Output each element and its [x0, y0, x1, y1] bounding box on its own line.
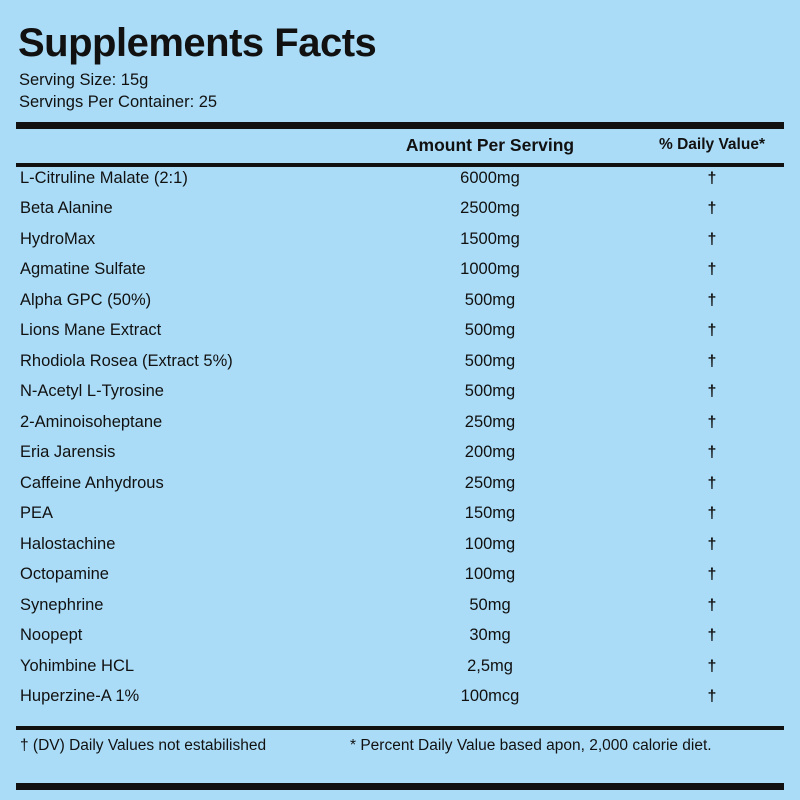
- ingredient-daily-value: †: [707, 352, 717, 370]
- ingredient-daily-value: †: [707, 505, 717, 523]
- ingredient-amount: 500mg: [464, 351, 516, 370]
- ingredient-daily-value: †: [707, 596, 717, 614]
- ingredient-daily-value: †: [707, 474, 717, 492]
- table-row: [16, 535, 784, 566]
- footnote-percent-daily-value: * Percent Daily Value based apon, 2,000 calorie diet.: [350, 736, 712, 754]
- table-row: [16, 413, 784, 444]
- ingredient-amount: 2500mg: [460, 199, 520, 218]
- ingredient-name: HydroMax: [20, 229, 96, 248]
- ingredient-daily-value: †: [707, 627, 717, 645]
- footnotes-row: [16, 730, 784, 755]
- header-amount-per-serving: Amount Per Serving: [405, 134, 575, 155]
- ingredient-daily-value: †: [707, 322, 717, 340]
- ingredient-name: PEA: [20, 504, 54, 523]
- divider-thick-bottom: [16, 783, 784, 790]
- ingredient-name: Lions Mane Extract: [20, 321, 162, 340]
- ingredient-name: Noopept: [20, 626, 83, 645]
- table-row: [16, 260, 784, 291]
- ingredient-name: Huperzine-A 1%: [20, 687, 140, 706]
- ingredient-name: Caffeine Anhydrous: [20, 473, 164, 492]
- table-row: [16, 291, 784, 322]
- servings-per-container-line: Servings Per Container: 25: [19, 92, 218, 111]
- table-row: [16, 504, 784, 535]
- ingredient-amount: 200mg: [464, 443, 516, 462]
- ingredient-name: Beta Alanine: [20, 199, 113, 218]
- ingredient-name: Synephrine: [20, 595, 104, 614]
- ingredient-amount: 30mg: [469, 626, 511, 645]
- ingredient-daily-value: †: [707, 200, 717, 218]
- table-row: [16, 321, 784, 352]
- ingredient-name: Halostachine: [20, 534, 116, 553]
- ingredient-amount: 100mg: [464, 534, 516, 553]
- ingredient-name: Eria Jarensis: [20, 443, 116, 462]
- ingredient-name: Yohimbine HCL: [20, 656, 135, 675]
- ingredient-daily-value: †: [707, 291, 717, 309]
- table-header-row: [16, 129, 784, 163]
- table-row: [16, 382, 784, 413]
- ingredient-amount: 2,5mg: [467, 656, 513, 675]
- ingredient-rows: [16, 167, 784, 718]
- footnote-daily-values: † (DV) Daily Values not estabilished: [20, 736, 267, 754]
- header-daily-value: % Daily Value*: [659, 136, 765, 154]
- ingredient-amount: 150mg: [464, 504, 516, 523]
- ingredient-daily-value: †: [707, 230, 717, 248]
- ingredient-daily-value: †: [707, 383, 717, 401]
- ingredient-amount: 500mg: [464, 290, 516, 309]
- ingredient-daily-value: †: [707, 413, 717, 431]
- table-row: [16, 474, 784, 505]
- table-row: [16, 169, 784, 200]
- ingredient-daily-value: †: [707, 688, 717, 706]
- ingredient-name: 2-Aminoisoheptane: [20, 412, 163, 431]
- bottom-spacer: [16, 755, 784, 775]
- table-row: [16, 657, 784, 688]
- serving-size-line: Serving Size: 15g: [19, 71, 149, 89]
- ingredient-name: Alpha GPC (50%): [20, 290, 152, 309]
- ingredient-daily-value: †: [707, 535, 717, 553]
- table-row: [16, 596, 784, 627]
- ingredient-name: Rhodiola Rosea (Extract 5%): [20, 351, 233, 370]
- ingredient-amount: 1000mg: [460, 260, 520, 279]
- ingredient-amount: 250mg: [464, 412, 516, 431]
- table-row: [16, 565, 784, 596]
- ingredient-amount: 100mcg: [460, 687, 520, 706]
- table-row: [16, 443, 784, 474]
- ingredient-amount: 50mg: [469, 595, 511, 614]
- page-title: Supplements Facts: [18, 21, 377, 65]
- ingredient-amount: 250mg: [464, 473, 516, 492]
- ingredient-name: Octopamine: [20, 565, 109, 584]
- table-row: [16, 626, 784, 657]
- ingredient-amount: 500mg: [464, 382, 516, 401]
- ingredient-name: Agmatine Sulfate: [20, 260, 146, 279]
- table-row: [16, 352, 784, 383]
- ingredient-daily-value: †: [707, 444, 717, 462]
- table-row: [16, 199, 784, 230]
- ingredient-amount: 500mg: [464, 321, 516, 340]
- ingredient-name: L-Citruline Malate (2:1): [20, 168, 188, 187]
- ingredient-daily-value: †: [707, 566, 717, 584]
- table-row: [16, 687, 784, 718]
- ingredient-amount: 1500mg: [460, 229, 520, 248]
- ingredient-name: N-Acetyl L-Tyrosine: [20, 382, 164, 401]
- ingredient-daily-value: †: [707, 657, 717, 675]
- ingredient-daily-value: †: [707, 169, 717, 187]
- divider-thick-top: [16, 122, 784, 129]
- ingredient-amount: 100mg: [464, 565, 516, 584]
- ingredient-daily-value: †: [707, 261, 717, 279]
- ingredient-amount: 6000mg: [460, 168, 520, 187]
- table-row: [16, 230, 784, 261]
